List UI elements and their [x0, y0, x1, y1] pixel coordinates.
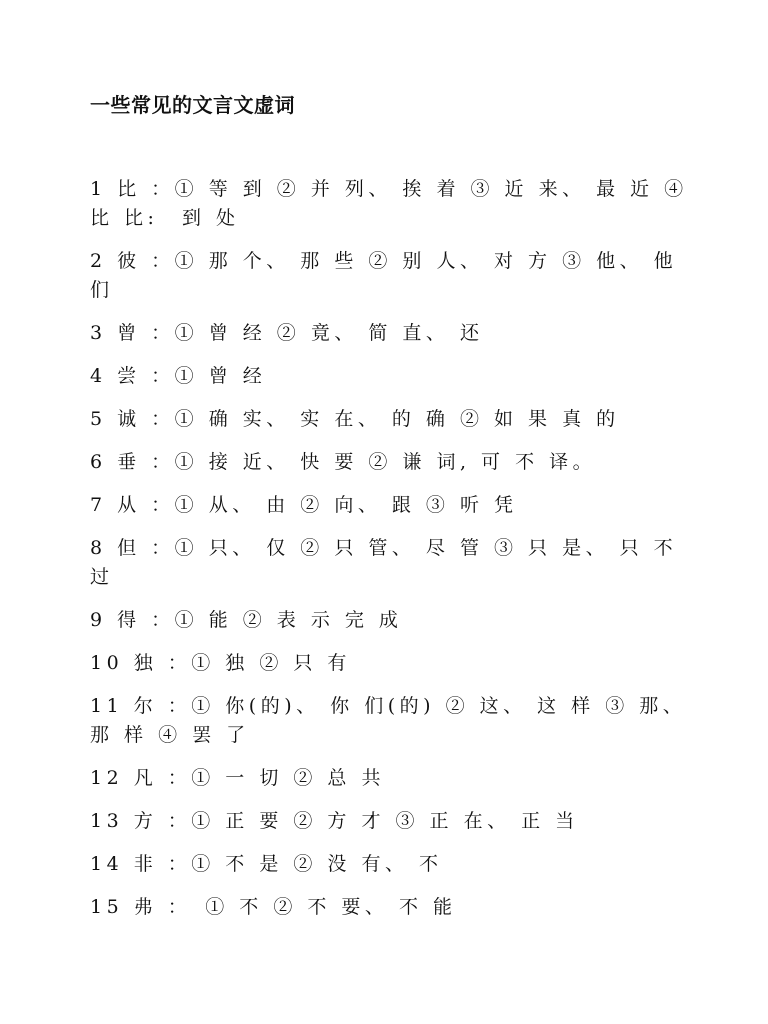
- list-item: 1 比 ：① 等 到 ② 并 列、 挨 着 ③ 近 来、 最 近 ④ 比 比: 到 处: [90, 178, 688, 229]
- list-item: 11 尔 ：① 你(的)、 你 们(的) ② 这、 这 样 ③ 那、 那 样 ④ 罢 了: [90, 695, 687, 746]
- list-item: 9 得 ：① 能 ② 表 示 完 成: [90, 609, 403, 631]
- list-item: 2 彼 ：① 那 个、 那 些 ② 别 人、 对 方 ③ 他、 他 们: [90, 250, 678, 301]
- list-item: 15 弗 ： ① 不 ② 不 要、 不 能: [90, 896, 457, 918]
- document-title: 一些常见的文言文虚词: [90, 93, 295, 117]
- list-item: 13 方 ：① 正 要 ② 方 才 ③ 正 在、 正 当: [90, 810, 579, 832]
- list-item: 3 曾 ：① 曾 经 ② 竟、 简 直、 还: [90, 322, 484, 344]
- list-item: 7 从 ：① 从、 由 ② 向、 跟 ③ 听 凭: [90, 494, 518, 516]
- list-item: 8 但 ：① 只、 仅 ② 只 管、 尽 管 ③ 只 是、 只 不 过: [90, 537, 678, 588]
- entry-list: [90, 175, 690, 936]
- list-item: 14 非 ：① 不 是 ② 没 有、 不: [90, 853, 443, 875]
- list-item: 12 凡 ：① 一 切 ② 总 共: [90, 767, 385, 789]
- list-item: 6 垂 ：① 接 近、 快 要 ② 谦 词, 可 不 译。: [90, 451, 597, 473]
- list-item: 10 独 ：① 独 ② 只 有: [90, 652, 351, 674]
- list-item: 4 尝 ：① 曾 经: [90, 365, 267, 387]
- list-item: 5 诚 ：① 确 实、 实 在、 的 确 ② 如 果 真 的: [90, 408, 620, 430]
